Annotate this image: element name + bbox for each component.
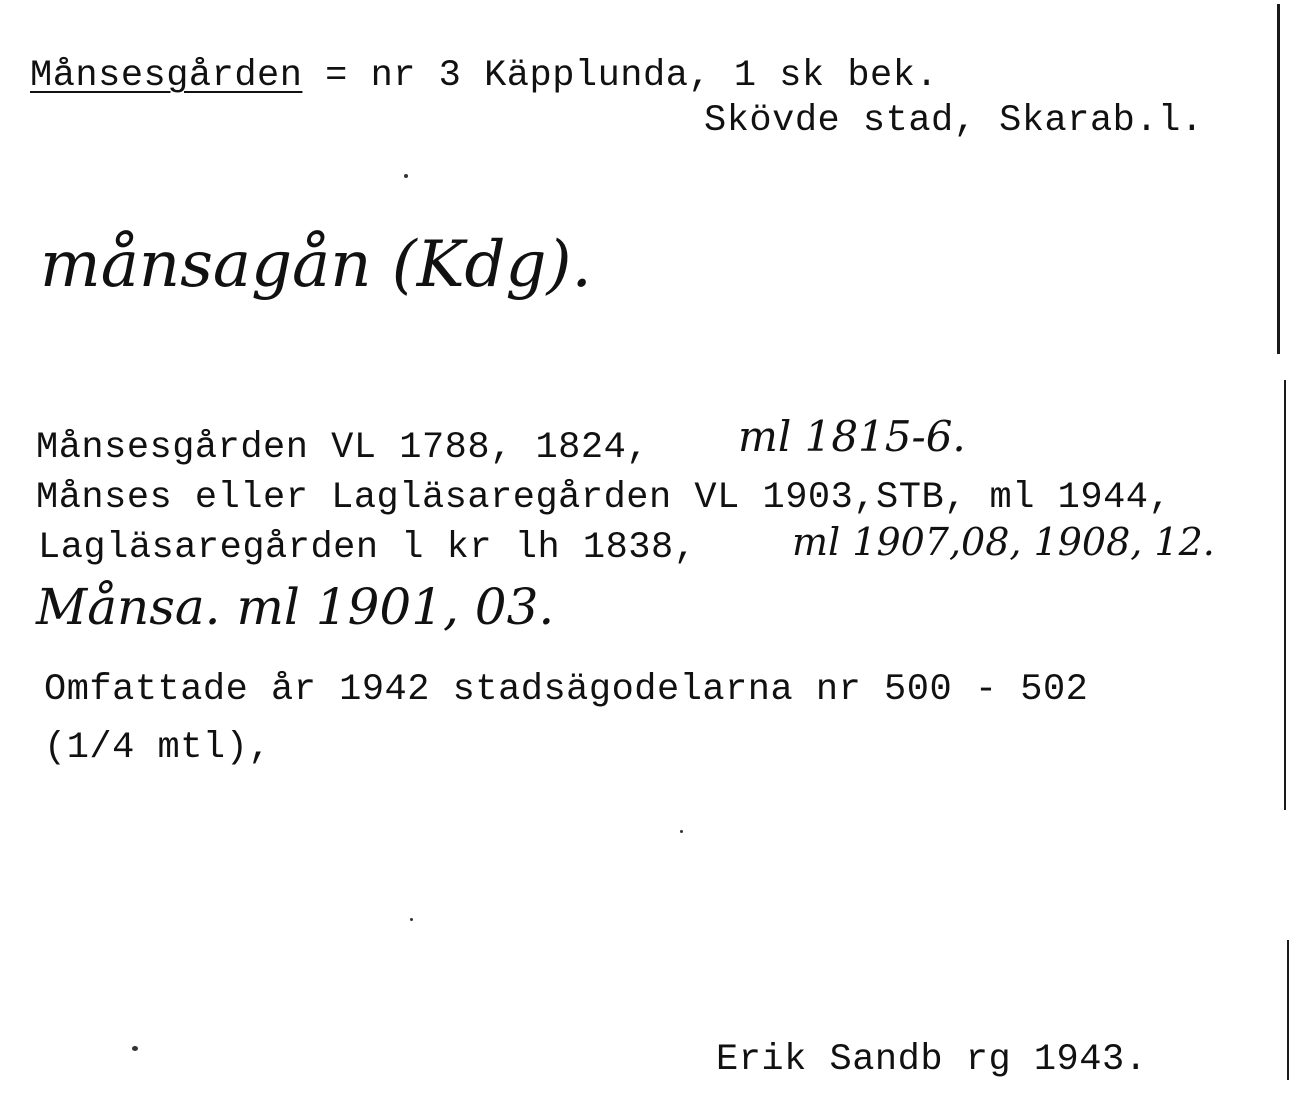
handwritten-dialect-form: månsagån (Kdg). [40,228,592,302]
handwritten-mansa-line: Månsa. ml 1901, 03. [36,578,555,636]
handwritten-ml-1815: ml 1815-6. [738,412,966,461]
note-line-2: (1/4 mtl), [44,727,272,769]
entry-title: Månsesgården [30,55,303,97]
card-right-border-lower [1284,380,1286,810]
card-right-border-bottom [1287,940,1289,1080]
record-line-1: Månsesgården VL 1788, 1824, [36,427,649,469]
header-location: Skövde stad, Skarab.l. [704,100,1204,142]
signature-line: Erik Sandb rg 1943. [716,1039,1148,1081]
record-line-3: Lagläsaregården l kr lh 1838, [38,527,697,569]
ink-speck [680,830,683,833]
ink-speck [404,174,408,178]
note-line-1: Omfattade år 1942 stadsägodelarna nr 500 - 502 [44,669,1089,711]
header-line-1 [30,55,939,97]
record-line-2: Månses eller Lagläsaregården VL 1903,STB, ml 1944, [36,477,1172,519]
ink-speck [132,1046,138,1051]
card-right-border [1277,4,1280,354]
entry-title-details: = nr 3 Käpplunda, 1 sk bek. [302,55,939,97]
ink-speck [410,918,413,921]
handwritten-ml-1907: ml 1907,08, 1908, 12. [792,520,1215,564]
